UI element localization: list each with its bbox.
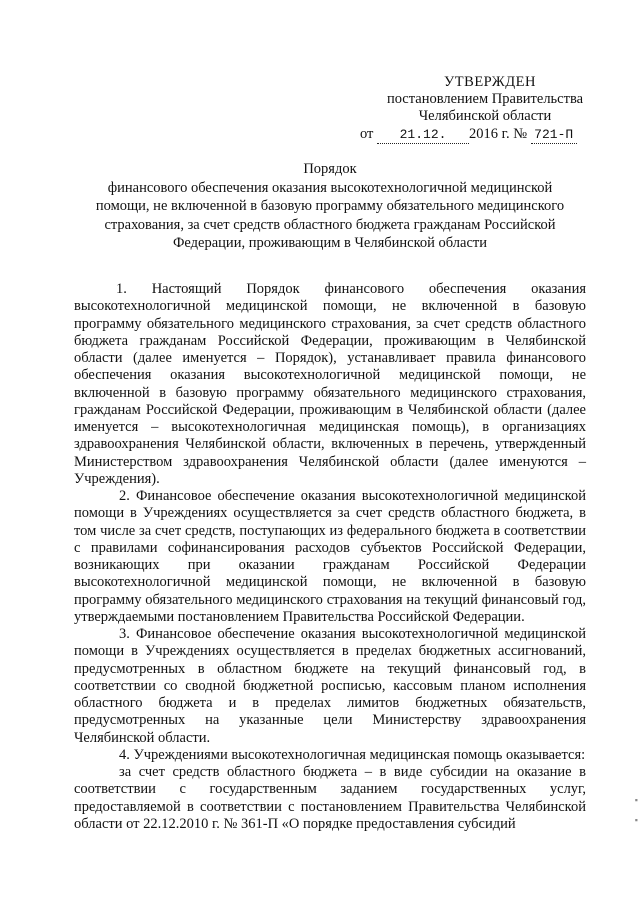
approval-line-2: Челябинской области [418, 108, 552, 124]
approval-year-label: 2016 г. № [469, 126, 528, 142]
paragraph-1: 1. Настоящий Порядок финансового обеспечения оказания высокотехнологичной медицинской помощи, не включенной в базовую программу обязательного медицинского страхования, за счет средств областного бюджета гражданам Российской Федерации, проживающим в Челябинской области (далее именуется – Порядок), устанавливает правила финансового обеспечения оказания высокотехнологичной медицинской помощи, не включенной в базовую программу обязательного медицинского страхования, гражданам Российской Федерации, проживающим в Челябинской области (далее именуется – высокотехнологичная медицинская помощь), в организациях здравоохранения Челябинской области, включенных в перечень, утвержденный Министерством здравоохранения Челябинской области (далее именуются – Учреждения). [74, 281, 586, 487]
title-line: Порядок [303, 161, 357, 177]
approval-from-label: от [360, 126, 374, 142]
paragraph-2: 2. Финансовое обеспечение оказания высокотехнологичной медицинской помощи в Учреждениях осуществляется за счет средств областного бюджета, в том числе за счет средств, поступающих из федерального бюджета в соответствии с правилами софинансирования расходов субъектов Российской Федерации, возникающих при оказании гражданам Российской Федерации высокотехнологичной медицинской помощи, не включенной в базовую программу обязательного медицинского страхования на текущий финансовый год, утверждаемыми постановлением Правительства Российской Федерации. [74, 488, 586, 625]
approval-number: 721-П [531, 126, 577, 144]
approval-stamp [360, 74, 610, 144]
title-line: помощи, не включенной в базовую программу обязательного медицинского [95, 198, 565, 214]
title-line: финансового обеспечения оказания высокотехнологичной медицинской [107, 179, 553, 196]
paragraph-3: 3. Финансовое обеспечение оказания высокотехнологичной медицинской помощи в Учреждениях осуществляется в пределах бюджетных ассигнований, предусмотренных в областном бюджете на текущий финансовый год, в соответствии со сводной бюджетной росписью, кассовым планом исполнения областного бюджета и в пределах лимитов бюджетных обязательств, предусмотренных на указанные цели Министерству здравоохранения Челябинской области. [74, 626, 586, 746]
approval-date: 21.12. [377, 126, 469, 144]
paragraph-5: за счет средств областного бюджета – в виде субсидии на оказание в соответствии с государственным заданием государственных услуг, предоставляемой в соответствии с постановлением Правительства Челябинской области от 22.12.2010 г. № 361-П «О порядке предоставления субсидий [74, 764, 586, 832]
document-body [74, 281, 586, 833]
title-line: Федерации, проживающим в Челябинской области [172, 235, 488, 251]
title-line: страхования, за счет средств областного бюджета гражданам Российской [104, 216, 556, 233]
scan-margin-mark: ▪ [634, 815, 638, 825]
scan-margin-mark: ▪ [634, 795, 638, 805]
paragraph-4: 4. Учреждениями высокотехнологичная медицинская помощь оказывается: [119, 746, 586, 763]
approval-title: УТВЕРЖДЕН [444, 74, 536, 90]
document-title [74, 160, 586, 253]
approval-signature-line [360, 126, 610, 144]
approval-line-1: постановлением Правительства [386, 91, 584, 107]
